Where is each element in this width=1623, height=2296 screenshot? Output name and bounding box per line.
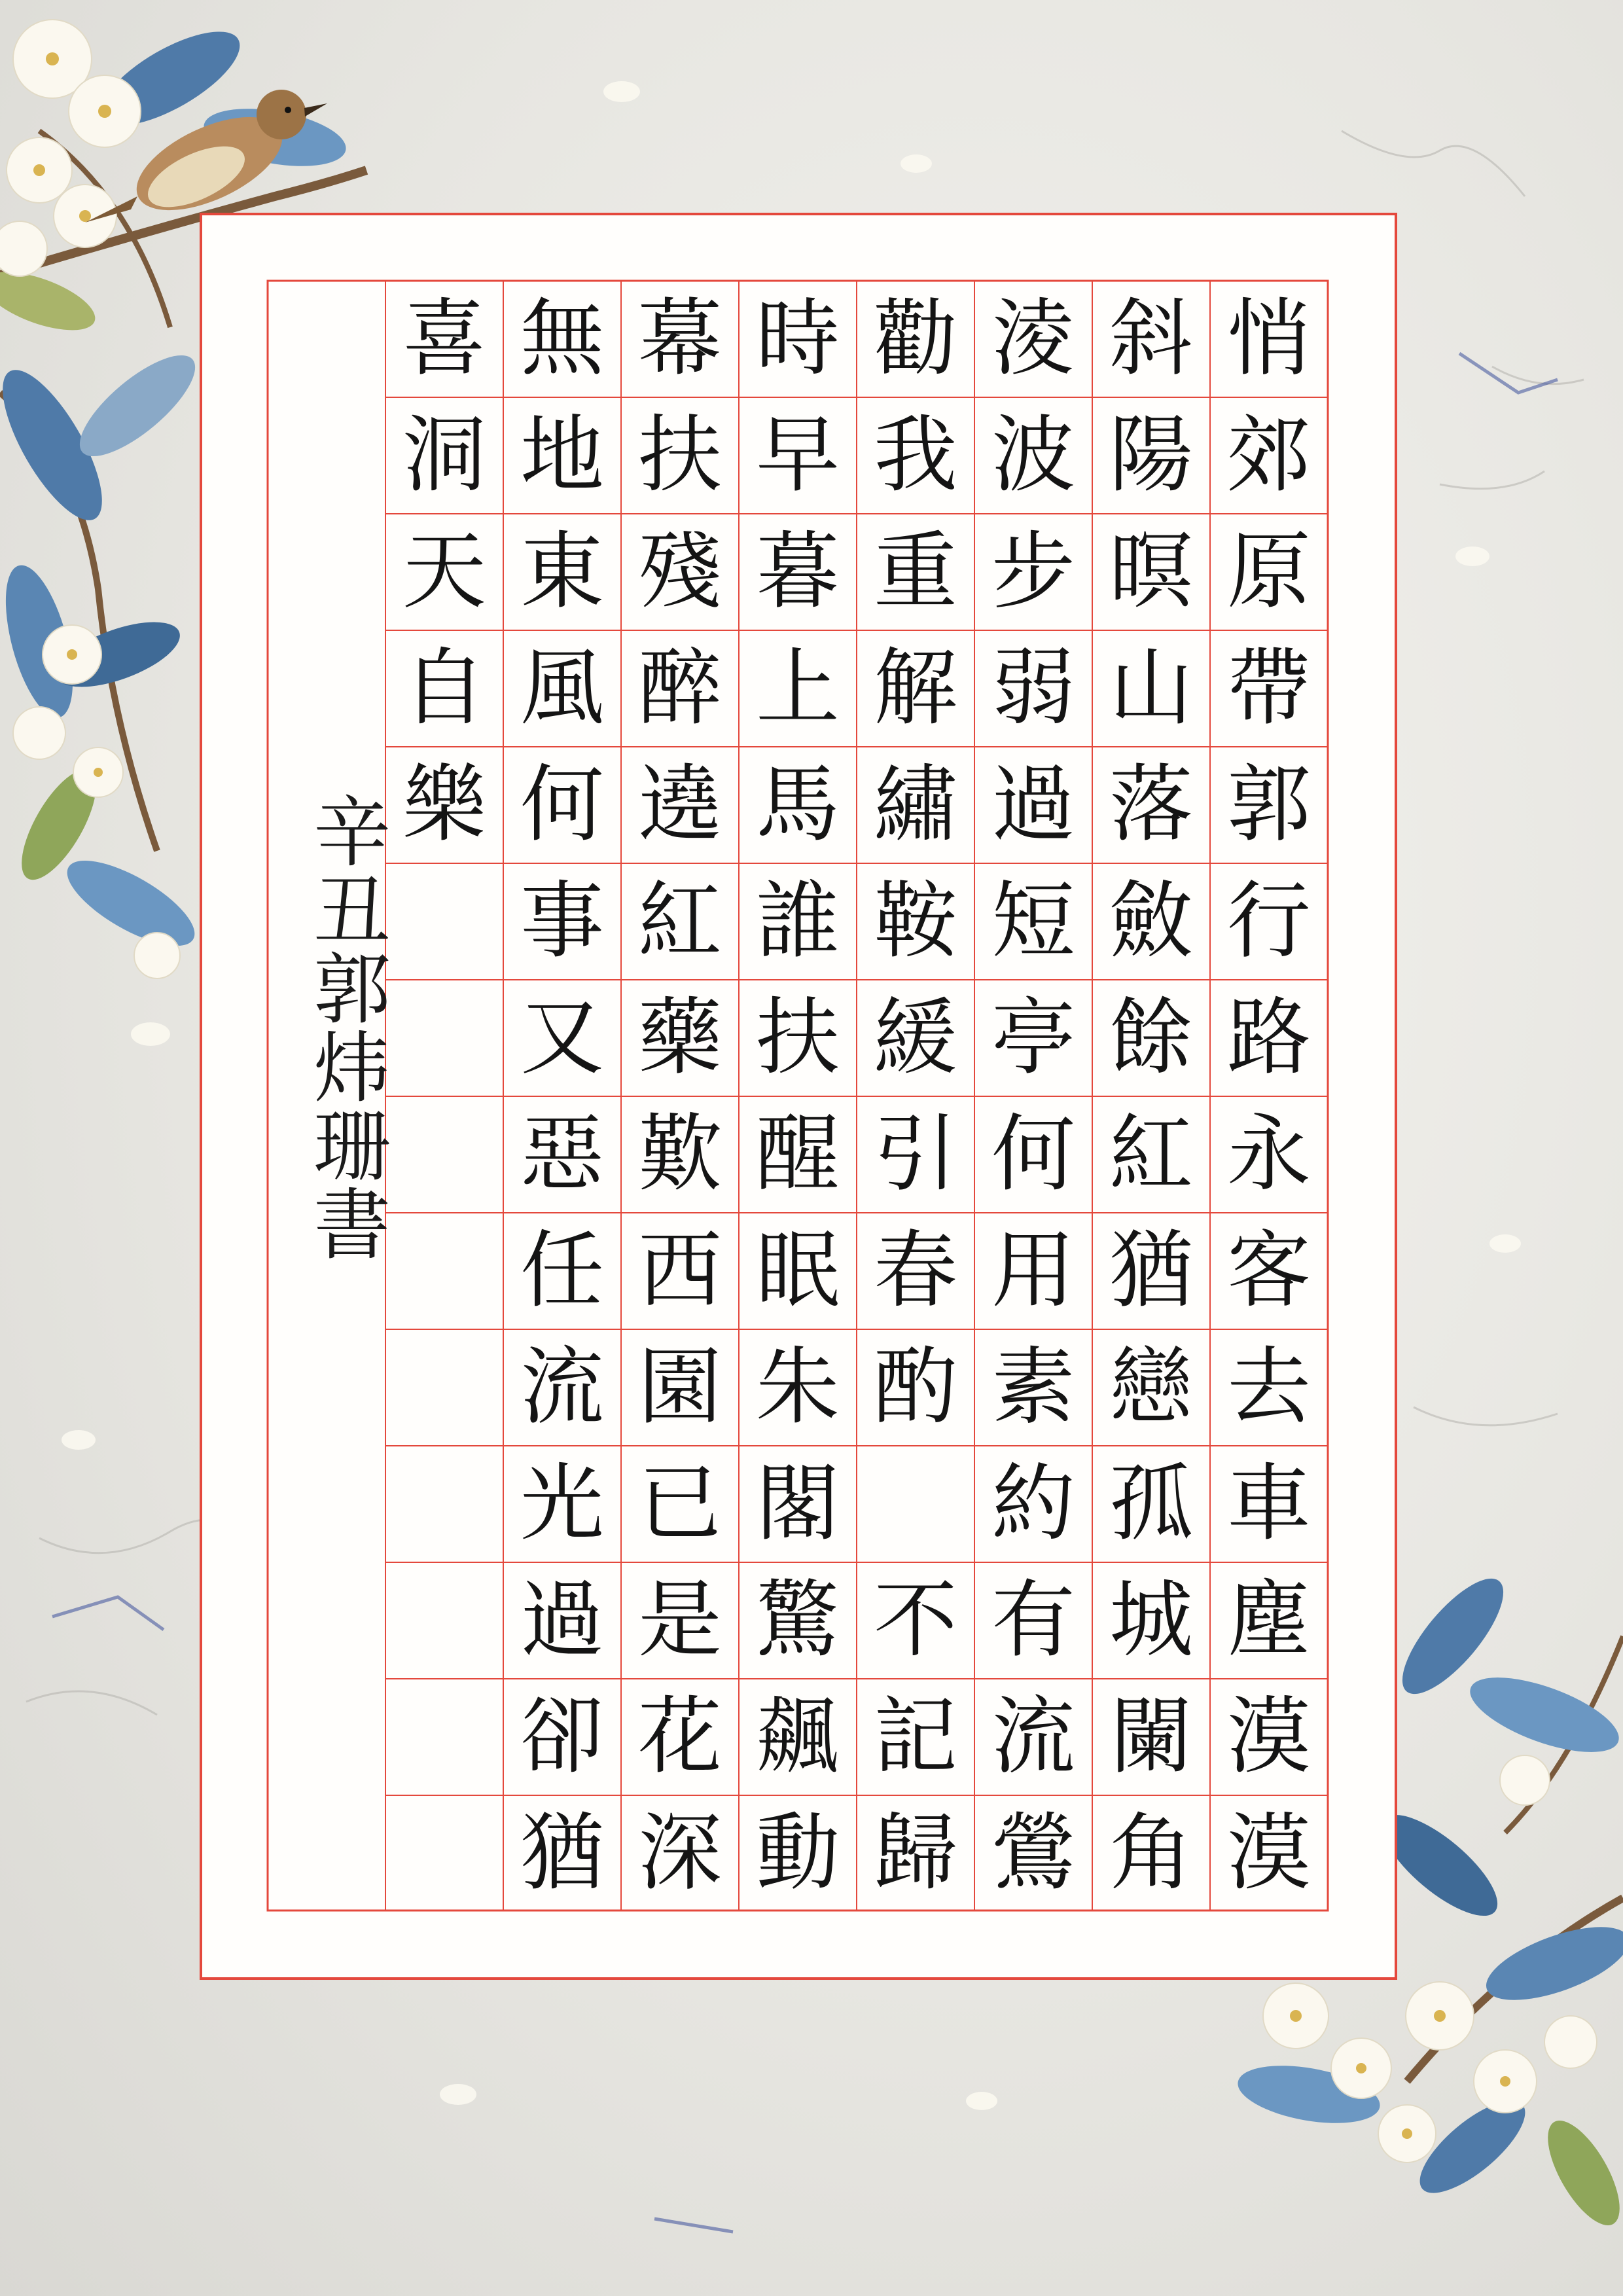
poem-character: 已: [637, 1455, 722, 1552]
poem-character: 重: [873, 523, 957, 620]
poem-character: 又: [520, 989, 604, 1086]
poem-character: 任: [520, 1222, 604, 1319]
signature-inscription: 辛丑郭炜珊書: [300, 791, 391, 1263]
poem-character: 紅: [1109, 1105, 1193, 1203]
poem-character: 天: [402, 523, 486, 620]
poem-character: 引: [873, 1105, 957, 1203]
poem-character: 山: [1109, 639, 1193, 737]
poem-character: 郊: [1226, 406, 1311, 504]
poem-character: 風: [520, 639, 604, 737]
poem-character: 扶: [637, 406, 722, 504]
poem-character: 步: [991, 523, 1075, 620]
poem-character: 閣: [755, 1455, 840, 1552]
poem-character: 誰: [755, 872, 840, 970]
poem-character: 無: [520, 290, 604, 387]
poem-character: 暝: [1109, 523, 1193, 620]
poem-character: 遶: [637, 756, 722, 853]
poem-character: 醒: [755, 1105, 840, 1203]
poem-character: 幕: [637, 290, 722, 387]
poem-character: 紅: [637, 872, 722, 970]
poem-character: 東: [520, 523, 604, 620]
poem-character: 過: [991, 756, 1075, 853]
poem-character: 園: [637, 1338, 722, 1436]
poem-character: 客: [1226, 1222, 1311, 1319]
poem-character: 醉: [637, 639, 722, 737]
poem-character: 用: [991, 1222, 1075, 1319]
poem-character: 我: [873, 406, 957, 504]
poem-character: 光: [520, 1455, 604, 1552]
poem-character: 馬: [755, 756, 840, 853]
poem-character: 惡: [520, 1105, 604, 1203]
poem-character: 猶: [520, 1804, 604, 1902]
poem-character: 勸: [873, 290, 957, 387]
poem-character: 解: [873, 639, 957, 737]
poem-character: 深: [637, 1804, 722, 1902]
poem-character: 扶: [755, 989, 840, 1086]
poem-character: 塵: [1226, 1571, 1311, 1669]
poem-character: 漠: [1226, 1804, 1311, 1902]
poem-character: 有: [991, 1571, 1075, 1669]
poem-character: 緩: [873, 989, 957, 1086]
poem-character: 路: [1226, 989, 1311, 1086]
poem-character: 孤: [1109, 1455, 1193, 1552]
poem-character: 永: [1226, 1105, 1311, 1203]
poem-character: 藥: [637, 989, 722, 1086]
poem-character: 過: [520, 1571, 604, 1669]
poem-character: 漠: [1226, 1688, 1311, 1785]
poem-character: 斜: [1109, 290, 1193, 387]
poem-character: 流: [991, 1688, 1075, 1785]
poem-character: 素: [991, 1338, 1075, 1436]
poem-character: 餘: [1109, 989, 1193, 1086]
poem-character: 斂: [1109, 872, 1193, 970]
poem-character: 帶: [1226, 639, 1311, 737]
poem-character: 角: [1109, 1804, 1193, 1902]
poem-character: 地: [520, 406, 604, 504]
poem-character: 樂: [402, 756, 486, 853]
poem-character: 不: [873, 1571, 957, 1669]
poem-character: 悄: [1226, 290, 1311, 387]
poem-character: 上: [755, 639, 840, 737]
poem-character: 繡: [873, 756, 957, 853]
poem-character: 戀: [1109, 1338, 1193, 1436]
poem-character: 車: [1226, 1455, 1311, 1552]
poem-character: 淩: [991, 290, 1075, 387]
poem-character: 自: [402, 639, 486, 737]
poem-character: 洞: [402, 406, 486, 504]
poem-character: 行: [1226, 872, 1311, 970]
poem-character: 時: [755, 290, 840, 387]
poem-character: 歸: [873, 1804, 957, 1902]
poem-text: [202, 215, 1400, 1982]
poem-character: 城: [1109, 1571, 1193, 1669]
poem-character: 是: [637, 1571, 722, 1669]
poem-character: 眠: [755, 1222, 840, 1319]
poem-character: 卻: [520, 1688, 604, 1785]
poem-character: 花: [637, 1688, 722, 1785]
poem-character: 暮: [755, 523, 840, 620]
poem-character: 闌: [1109, 1688, 1193, 1785]
poem-character: 酌: [873, 1338, 957, 1436]
poem-character: 何: [520, 756, 604, 853]
poem-character: 西: [637, 1222, 722, 1319]
poem-character: 陽: [1109, 406, 1193, 504]
poem-character: 殘: [637, 523, 722, 620]
poem-character: 郭: [1226, 756, 1311, 853]
poem-character: 波: [991, 406, 1075, 504]
poem-character: 原: [1226, 523, 1311, 620]
poem-character: 朱: [755, 1338, 840, 1436]
poem-character: 記: [873, 1688, 957, 1785]
poem-character: 歎: [637, 1105, 722, 1203]
poem-character: 短: [991, 872, 1075, 970]
poem-character: 何: [991, 1105, 1075, 1203]
poem-character: 飆: [755, 1688, 840, 1785]
poem-character: 去: [1226, 1338, 1311, 1436]
poem-character: 鞍: [873, 872, 957, 970]
poem-character: 亭: [991, 989, 1075, 1086]
poem-character: 流: [520, 1338, 604, 1436]
poem-character: 約: [991, 1455, 1075, 1552]
poem-character: 事: [520, 872, 604, 970]
poem-character: 早: [755, 406, 840, 504]
poem-character: 猶: [1109, 1222, 1193, 1319]
poem-character: 鶯: [991, 1804, 1075, 1902]
poem-character: 喜: [402, 290, 486, 387]
poem-character: 落: [1109, 756, 1193, 853]
poem-character: 弱: [991, 639, 1075, 737]
poem-character: 動: [755, 1804, 840, 1902]
poem-character: 驚: [755, 1571, 840, 1669]
calligraphy-grid-paper: [200, 213, 1397, 1980]
poem-character: 春: [873, 1222, 957, 1319]
